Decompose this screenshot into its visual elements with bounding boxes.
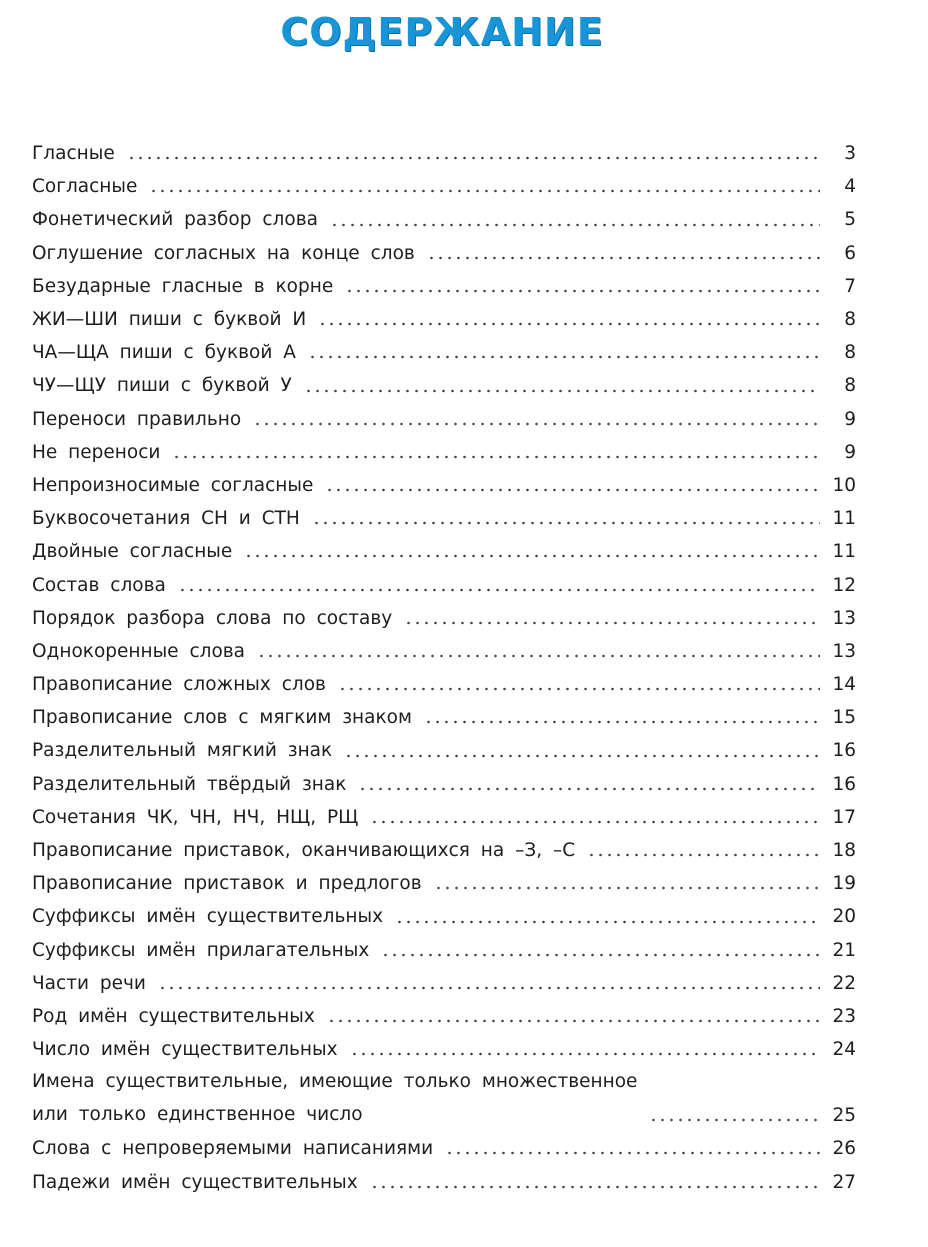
toc-entry-page: 11 — [832, 508, 856, 530]
toc-entry-title: Разделительный мягкий знак — [32, 740, 333, 762]
toc-entry — [32, 966, 856, 999]
toc-entry — [32, 1065, 856, 1131]
dot-leader — [427, 256, 820, 260]
toc-entry — [32, 169, 856, 202]
toc-entry-title: Порядок разбора слова по составу — [32, 607, 393, 629]
toc-entry-title: Не переноси — [32, 441, 161, 463]
dot-leader — [424, 720, 820, 724]
toc-entry — [32, 899, 856, 932]
dot-leader — [149, 189, 820, 193]
toc-entry-page: 27 — [832, 1171, 856, 1193]
toc-entry-title: Слова с непроверяемыми написаниями — [32, 1138, 434, 1160]
toc-entry-page: 18 — [832, 840, 856, 861]
toc-entry-page: 13 — [832, 640, 856, 662]
toc-entry-page: 16 — [832, 740, 856, 762]
toc-entry-title: Безударные гласные в корне — [32, 275, 334, 297]
dot-leader — [172, 455, 820, 459]
toc-entry-title: Падежи имён существительных — [32, 1171, 358, 1193]
toc-entry-page: 7 — [844, 275, 856, 297]
toc-entry-title: ЧА—ЩА пиши с буквой А — [32, 342, 296, 364]
toc-entry — [32, 435, 856, 468]
toc-entry-title: Непроизносимые согласные — [32, 474, 314, 496]
toc-entry-page: 24 — [832, 1039, 856, 1061]
toc-entry — [32, 1164, 856, 1197]
toc-entry-page: 8 — [844, 375, 856, 397]
toc-entry-page: 22 — [832, 972, 856, 994]
toc-entry-page: 20 — [832, 906, 856, 928]
toc-entry — [32, 468, 856, 501]
dot-leader — [127, 156, 820, 160]
toc-entry — [32, 933, 856, 966]
toc-entry-title-line-2: или только единственное число — [32, 1104, 363, 1126]
toc-entry — [32, 501, 856, 534]
toc-entry-title: Правописание слов с мягким знаком — [32, 707, 412, 729]
dot-leader — [381, 953, 820, 957]
dot-leader — [178, 588, 820, 592]
toc-entry — [32, 368, 856, 401]
dot-leader — [434, 886, 820, 890]
toc-entry-page: 23 — [832, 1005, 856, 1027]
table-of-contents — [32, 136, 856, 1198]
toc-entry — [32, 269, 856, 302]
toc-entry-title: Суффиксы имён прилагательных — [32, 939, 370, 961]
toc-entry — [32, 236, 856, 269]
dot-leader — [370, 1185, 820, 1189]
toc-entry — [32, 700, 856, 733]
toc-entry — [32, 1131, 856, 1164]
toc-entry-page: 25 — [832, 1105, 856, 1127]
toc-entry-page: 9 — [844, 441, 856, 463]
toc-entry — [32, 601, 856, 634]
dot-leader — [325, 488, 820, 492]
dot-leader — [338, 687, 820, 691]
toc-entry — [32, 534, 856, 567]
toc-entry-page: 5 — [844, 209, 856, 231]
toc-entry-page: 14 — [832, 674, 856, 696]
toc-entry-page: 15 — [832, 707, 856, 729]
toc-entry — [32, 667, 856, 700]
toc-entry — [32, 302, 856, 335]
dot-leader — [345, 289, 820, 293]
toc-entry-title — [32, 1065, 637, 1131]
dot-leader — [370, 820, 820, 824]
dot-leader — [587, 853, 820, 857]
toc-entry — [32, 733, 856, 766]
toc-entry-title: Число имён существительных — [32, 1039, 338, 1061]
toc-entry-title: Сочетания ЧК, ЧН, НЧ, НЩ, РЩ — [32, 806, 359, 828]
toc-entry-title: Гласные — [32, 143, 115, 165]
toc-entry-page: 8 — [844, 309, 856, 330]
toc-entry — [32, 136, 856, 169]
dot-leader — [304, 389, 820, 393]
toc-entry — [32, 999, 856, 1032]
dot-leader — [395, 920, 820, 924]
toc-entry-page: 11 — [832, 541, 856, 563]
toc-entry — [32, 335, 856, 368]
toc-entry-page: 6 — [844, 242, 856, 264]
dot-leader — [350, 1052, 820, 1056]
dot-leader — [404, 621, 820, 625]
toc-entry-page: 8 — [844, 342, 856, 364]
toc-entry-title: Правописание сложных слов — [32, 674, 326, 696]
toc-entry — [32, 833, 856, 866]
toc-entry-title: Однокоренные слова — [32, 640, 245, 662]
toc-entry-title: Правописание приставок и предлогов — [32, 873, 422, 895]
toc-entry-title: Правописание приставок, оканчивающихся на –З, –С — [32, 840, 576, 861]
toc-entry — [32, 634, 856, 667]
toc-entry-page: 9 — [844, 408, 856, 430]
dot-leader — [253, 422, 820, 426]
toc-entry — [32, 800, 856, 833]
toc-entry — [32, 1032, 856, 1065]
toc-entry-title: Части речи — [32, 972, 146, 994]
toc-entry-title: ЖИ—ШИ пиши с буквой И — [32, 309, 307, 330]
toc-entry-page: 12 — [832, 574, 856, 596]
toc-entry-title: Суффиксы имён существительных — [32, 906, 384, 928]
toc-entry-page: 21 — [832, 939, 856, 961]
toc-entry-page: 19 — [832, 873, 856, 895]
toc-entry — [32, 767, 856, 800]
dot-leader — [358, 787, 820, 791]
dot-leader — [312, 521, 820, 525]
dot-leader — [445, 1151, 820, 1155]
toc-entry-title: Согласные — [32, 176, 138, 198]
toc-entry — [32, 866, 856, 899]
toc-entry-page: 10 — [832, 474, 856, 496]
toc-entry-page: 16 — [832, 773, 856, 795]
toc-entry — [32, 202, 856, 235]
toc-entry-page: 4 — [844, 176, 856, 198]
toc-entry-title: Разделительный твёрдый знак — [32, 773, 347, 795]
toc-entry-page: 26 — [832, 1138, 856, 1160]
dot-leader — [330, 223, 820, 227]
dot-leader — [327, 1019, 820, 1023]
dot-leader — [344, 754, 820, 758]
toc-entry — [32, 402, 856, 435]
toc-entry-page: 13 — [832, 607, 856, 629]
toc-entry — [32, 567, 856, 600]
dot-leader — [649, 1118, 820, 1122]
toc-entry-title: Состав слова — [32, 574, 166, 596]
dot-leader — [244, 554, 820, 558]
dot-leader — [257, 654, 820, 658]
dot-leader — [318, 322, 820, 326]
toc-entry-title: Фонетический разбор слова — [32, 209, 318, 231]
toc-entry-page: 17 — [832, 806, 856, 828]
toc-entry-title: Род имён существительных — [32, 1005, 315, 1027]
toc-entry-title: Переноси правильно — [32, 408, 242, 430]
page-title: СОДЕРЖАНИЕ — [280, 10, 604, 54]
toc-entry-title: Двойные согласные — [32, 541, 233, 563]
toc-entry-title: Оглушение согласных на конце слов — [32, 242, 415, 264]
toc-entry-title: Буквосочетания СН и СТН — [32, 508, 300, 530]
toc-entry-page: 3 — [844, 143, 856, 165]
toc-entry-title: ЧУ—ЩУ пиши с буквой У — [32, 375, 292, 397]
dot-leader — [308, 355, 820, 359]
dot-leader — [158, 986, 820, 990]
toc-entry-title-line-1: Имена существительные, имеющие только множественное — [32, 1071, 638, 1093]
